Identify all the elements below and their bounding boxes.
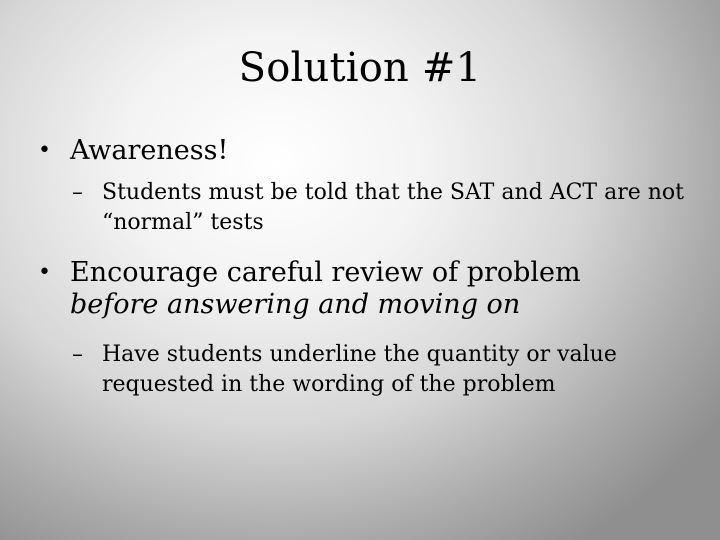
bullet-awareness (38, 135, 688, 167)
slide-title: Solution #1 (238, 45, 482, 91)
sub-bullet-text: Have students underline the quantity or value requested in the wording of the problem (102, 342, 617, 397)
bullet-text-plain: Encourage careful review of problem (70, 257, 581, 288)
sub-bullet-text: Students must be told that the SAT and ACT are not “normal” tests (102, 180, 684, 235)
sub-bullet-marker: – (72, 180, 83, 205)
bullet-text (70, 257, 688, 321)
sub-bullet-underline-quantity (72, 340, 692, 400)
sub-bullet-students-told (72, 178, 692, 238)
bullet-encourage-review (38, 257, 688, 321)
sub-bullet-marker: – (72, 342, 83, 367)
bullet-text: Awareness! (70, 135, 229, 166)
bullet-text-italic: before answering and moving on (70, 289, 521, 320)
bullet-marker: • (38, 260, 51, 285)
bullet-marker: • (38, 138, 51, 163)
